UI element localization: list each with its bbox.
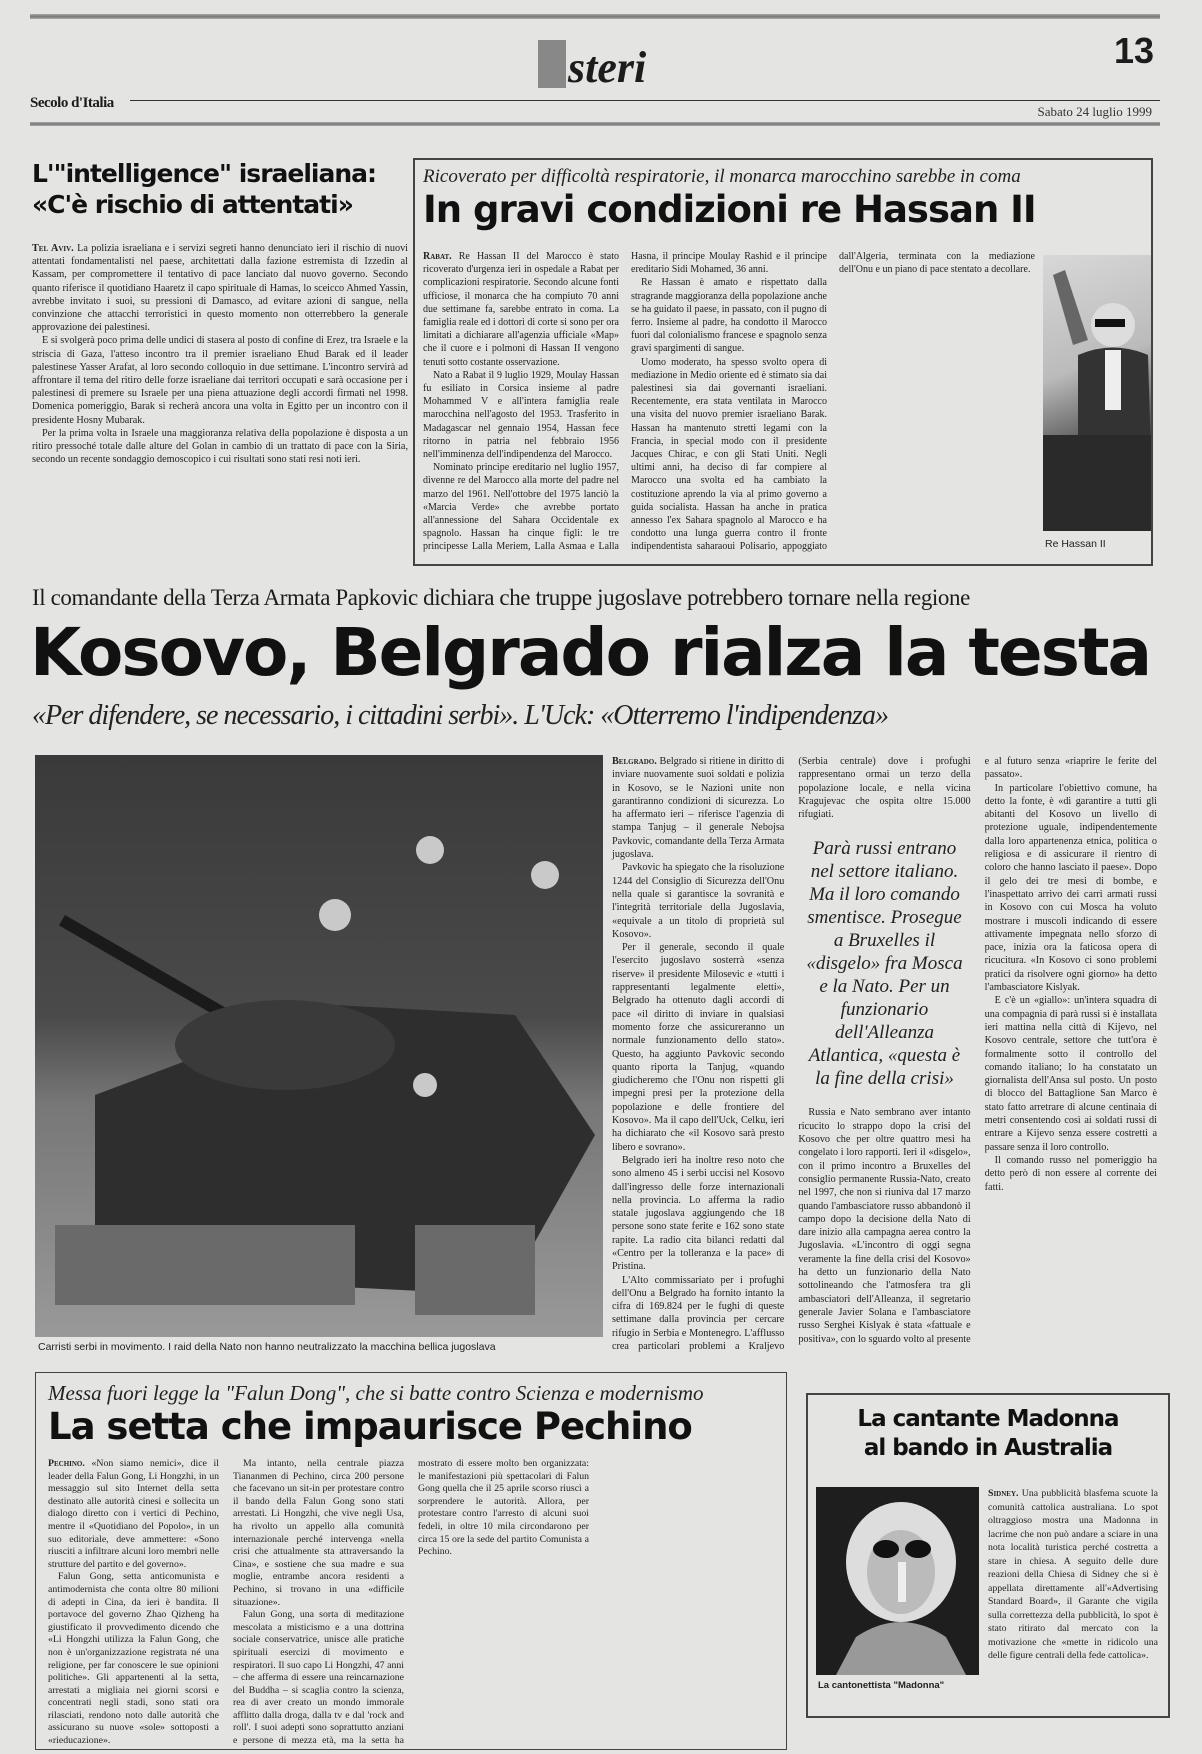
paragraph: Ma intanto, nella centrale piazza Tiananmen di Pechino, circa 200 persone che facevano un sit-in per protestare contro il bando della Falun Gong sono stati arrestati. Li Hongzhi, che vive negli Usa, ha rivolto un appello alla comunità internazionale perché intervenga «nella crisi che attualmente sta attraversando la Cina», e sostiene che sua madre e sua moglie, entrambe ancora residenti a Pechino, si trovano in una «difficile situazione».: [233, 1458, 404, 1608]
paragraph: Pavkovic ha spiegato che la risoluzione 1244 del Consiglio di Sicurezza dell'Onu nella quale si garantisce la sovranità e l'integrità territoriale della Jugoslavia, «equivale a un titolo di proprietà sul Kosovo».: [612, 862, 785, 940]
paragraph: La polizia israeliana e i servizi segreti hanno denunciato ieri il rischio di nuovi attentati fondamentalisti nel paese, architettati dalla fazione estremista di Izzedin al Kassam, per compromettere il tentativo di pace lanciato dal nuovo governo. Secondo quanto riferisce il quotidiano Haaretz il capo spirituale di Hamas, lo sceicco Ahmed Yassin, avrebbe invitato i suoi, su pressioni di Damasco, ad evitare azioni di sangue, nella convinzione che attacchi terroristici in questo momento non otterrebbero la generale approvazione dei palestinesi.: [32, 243, 409, 334]
madonna-photo: [816, 1487, 979, 1675]
madonna-portrait-icon: [816, 1487, 979, 1675]
madonna-headline: [818, 1405, 1158, 1463]
issue-date: Sabato 24 luglio 1999: [1037, 104, 1152, 119]
kosovo-photo-caption: Carristi serbi in movimento. I raid della Nato non hanno neutralizzato la macchina bellica jugoslava: [38, 1341, 496, 1353]
hassan-photo-caption: Re Hassan II: [1045, 538, 1106, 550]
israel-headline: [32, 158, 408, 220]
israel-headline-line1: L'"intelligence" israeliana:: [32, 159, 377, 188]
israel-headline-line2: «C'è rischio di attentati»: [32, 190, 353, 219]
paragraph: E c'è un «giallo»: un'intera squadra di una compagnia di parà russi si è installata ieri mattina nella città di Kijevo, nel Kosovo centrale, settore che tutt'ora è formalmente sotto il controllo del comando italiano; lo ha constatato un giornalista dell'Ansa sul posto. Un posto di blocco del Battaglione San Marco è stato fatto arretrare di alcune centinaia di metri consentendo così ai soldati russi di entrare a Kijevo senza essere costretti a passare senza il loro controllo.: [984, 995, 1157, 1153]
header-bottom-rule: [30, 122, 1160, 126]
section-initial: [538, 40, 566, 88]
hassan-body: [423, 250, 1035, 555]
kosovo-pull-quote: Parà russi entrano nel settore italiano. Ma il loro comando smentisce. Prosegue a Bruxelles il «disgelo» fra Mosca e la Nato. Per un funzionario dell'Alleanza Atlantica, «questa è la fine della crisi»: [806, 838, 963, 1090]
hassan-kicker: Ricoverato per difficoltà respiratorie, il monarca marocchino sarebbe in coma: [423, 166, 1021, 187]
paragraph: Belgrado ieri ha inoltre reso noto che sono almeno 45 i serbi uccisi nel Kosovo dall'ingresso delle forze internazionali nella provincia. Lo afferma la radio statale jugoslava aggiungendo che 18 persone sono state ferite e 162 sono state rapite. La radio cita bilanci redatti dal «Centro per la tolleranza e la pace» di Pristina.: [612, 1154, 785, 1273]
paragraph: Nominato principe ereditario nel luglio 1957, divenne re del Marocco alla morte del padre nel marzo del 1961. Nell'ottobre del 1975 lanciò la «Marcia Verde» che avrebbe portato all'annessione del Sahara Occidentale ex spagnolo. Hassan ha cinque figli: le tre principesse Lalla Meriem, Lalla Asmaa e Lalla Hasna, il principe Moulay Rashid e il principe ereditario Sidi Mohamed, 36 anni.: [423, 251, 827, 553]
madonna-article: [806, 1393, 1170, 1718]
kosovo-headline: Kosovo, Belgrado rialza la testa: [30, 614, 1151, 691]
paragraph: Belgrado si ritiene in diritto di inviare nuovamente suoi soldati e polizia in Kosovo, se le Nazioni unite non garantiranno condizioni di sicurezza. Lo ha affermato ieri – riferisce l'agenzia di stampa Tanjug – il generale Nebojsa Pavkovic, comandante della Terza Armata jugoslava.: [612, 756, 785, 861]
israel-article: [32, 158, 408, 466]
dateline: Rabat.: [423, 251, 452, 262]
section-title: [538, 40, 646, 93]
paragraph: Una pubblicità blasfema scuote la comunità cattolica australiana. Lo spot oltraggioso mostra una Madonna in lacrime che non può andare a sciare in una nota località turistica perché costretta a stare in chiesa. A seguito delle dure reazioni della Chiesa di Sidney che si è appellata direttamente all'«Advertising Standard Board», il Garante che vigila sulla correttezza della pubblicità, lo spot è stato ritirato dal mercato con la motivazione che «mette in ridicolo una delle figure centrali della fede cattolica».: [988, 1488, 1158, 1661]
falun-headline: La setta che impaurisce Pechino: [48, 1405, 692, 1448]
paragraph: Uomo moderato, ha spesso svolto opera di mediazione in Medio oriente ed è stimato sia dai palestinesi sia dai governanti israeliani. Recentemente, era stata ventilata in Marocco una visita del nuovo premier israeliano Barak. Hassan ha mantenuto stretti legami con la Francia, in special modo con il presidente Jacques Chirac, e con gli Stati Uniti. Negli ultimi anni, ha deciso di far compiere al Marocco una svolta ed ha cambiato la costituzione aprendo la via al primo governo a guida socialista. Hassan ha anche in pratica annesso l'ex Sahara spagnolo al Marocco e ha condotto una lunga guerra contro il fronte indipendentista saharaoui Polisario, appoggiato dall'Algeria, terminata con la mediazione dell'Onu e un piano di pace stentato a decollare.: [631, 251, 1035, 553]
madonna-body: [988, 1487, 1158, 1663]
paragraph: Il comando russo nel pomeriggio ha detto però di non essere al corrente dei fatti.: [984, 1154, 1157, 1193]
tank-image-icon: [35, 755, 603, 1337]
paragraph: Nato a Rabat il 9 luglio 1929, Moulay Hassan fu esiliato in Corsica insieme al padre Mohammed V e all'intera famiglia reale marocchina nell'agosto del 1953. Trasferito in Madagascar nel gennaio 1954, Hassan fece ritorno in patria nel febbraio 1956 nell'imminenza dell'indipendenza del Marocco.: [423, 369, 619, 461]
dateline: Tel Aviv.: [32, 243, 74, 254]
masthead: Secolo d'Italia: [30, 95, 114, 111]
kosovo-tank-photo: [35, 755, 603, 1337]
dateline: Sidney.: [988, 1488, 1019, 1499]
top-rule: [30, 14, 1160, 19]
falun-kicker: Messa fuori legge la "Falun Dong", che si batte contro Scienza e modernismo: [48, 1381, 704, 1405]
hassan-article: [413, 158, 1153, 566]
hassan-headline: In gravi condizioni re Hassan II: [423, 188, 1036, 231]
kosovo-kicker: Il comandante della Terza Armata Papkovic dichiara che truppe jugoslave potrebbero tornare nella regione: [32, 585, 970, 610]
paragraph: «Non siamo nemici», dice il leader della Falun Gong, Li Hongzhi, in un messaggio sul sito Internet della setta destinato alle autorità cinesi e sollecita un dialogo diretto con i vertici di Pechino, mentre il «Quotidiano del Popolo», in un suo editoriale, deve ammettere: «Sono riusciti a infiltrare alcuni loro membri nelle strutture del partito e del governo».: [48, 1458, 219, 1570]
dateline: Belgrado.: [612, 756, 657, 767]
kosovo-body: [612, 755, 1157, 1355]
falun-body: [48, 1458, 774, 1750]
paragraph: Per la prima volta in Israele una maggioranza relativa della popolazione è disposta a un ritiro pressoché totale dalle alture del Golan in cambio di un trattato di pace con la Siria, secondo un recente sondaggio demoscopico i cui risultati sono stati resi noti ieri.: [32, 427, 408, 466]
paragraph: In particolare l'obiettivo comune, ha detto la fonte, è «di garantire a tutti gli abitanti del Kosovo un livello di protezione uguale, indipendentemente dalla loro appartenenza etnica, politica o religiosa e di assicurare il rientro di coloro che hanno lasciato il paese». Dopo il gelo dei tre mesi di bombe, e l'inaspettato arrivo dei carri armati russi in Kosovo con cui Mosca ha voluto mostrare i muscoli indicando di essere attivamente impegnata nello sforzo di pace, inizia ora la faticosa opera di ricucitura. «In Kosovo ci sono problemi pratici da risolvere ogni giorno» ha detto l'ambasciatore Kislyak.: [984, 782, 1157, 994]
hassan-figure-icon: [1043, 255, 1151, 531]
header-line: [130, 100, 1160, 101]
paragraph: L'Alto commissariato per i profughi dell'Onu a Belgrado ha fornito intanto la cifra di 169.824 per le fughi di queste settimane dalla provincia per cercare rifugio in Serbia e Montenegro. L'afflusso crea particolari problemi a Kraljevo (Serbia centrale) dove i profughi rappresentano ormai un terzo della popolazione locale, e nella vicina Kragujevac che ospita oltre 15.000 rifugiati.: [612, 756, 971, 1353]
paragraph: Per il generale, secondo il quale l'esercito jugoslavo sosterrà «senza riserve» il presidente Milosevic e «tutti i rappresentanti legalmente eletti», Belgrado ha ottenuto dagli accordi di pace «il diritto di inviare in qualsiasi momento forze che assicureranno un normale funzionamento dello stato». Questo, ha aggiunto Pavkovic secondo quanto riporta la Tanjug, «quando giudicheremo che l'Onu non rispetti gli impegni presi per la protezione della popolazione e delle frontiere del Kosovo». Ma il capo dell'Uck, Celku, ieri ha dichiarato che «il Kosovo sarà presto libero e sovrano».: [612, 942, 785, 1153]
paragraph: Russia e Nato sembrano aver intanto ricucito lo strappo dopo la crisi del Kosovo che per oltre quattro mesi ha congelato i loro rapporti. Ieri il «disgelo», con il primo incontro a Bruxelles del consiglio permanente Russia-Nato, creato nel 1997, che non si riuniva dal 17 marzo quando l'ambasciatore russo abbandonò il campo dopo la decisione della Nato di dare inizio alla campagna aerea contro la Jugoslavia. «L'incontro di oggi segna veramente la fine della crisi del Kosovo» ha detto un funzionario della Nato sottolineando che l'atmosfera tra gli ambasciatori dell'Alleanza, il segretario generale Javier Solana e l'ambasciatore russo Serghei Kislyak è stata «fattuale e positiva», con lo sguardo volto al presente e al futuro senza «riaprire le ferite del passato».: [798, 756, 1157, 1345]
dateline: Pechino.: [48, 1458, 85, 1469]
section-label: steri: [568, 43, 647, 92]
paragraph: Re Hassan II del Marocco è stato ricoverato d'urgenza ieri in ospedale a Rabat per complicazioni respiratorie. Secondo alcune fonti ufficiose, il monarca che ha compiuto 70 anni due settimane fa, sarebbe entrato in coma. La famiglia reale ed i dottori di corte si sono per ora limitati a dichiarare all'agenzia ufficiale «Map» che il cuore e i polmoni di Hassan II vengono tenuti sotto costante osservazione.: [423, 251, 620, 368]
madonna-headline-line1: La cantante Madonna: [857, 1406, 1119, 1432]
paragraph: Re Hassan è amato e rispettato dalla stragrande maggioranza della popolazione anche se ha guidato il paese, in passato, con il pugno di ferro. Insieme al padre, ha condotto il Marocco fuori dal colonialismo francese e spagnolo senza gravi spargimenti di sangue.: [631, 277, 827, 355]
kosovo-subhead: «Per difendere, se necessario, i cittadini serbi». L'Uck: «Otterremo l'indipendenza»: [32, 700, 888, 731]
madonna-headline-line2: al bando in Australia: [863, 1435, 1113, 1461]
hassan-photo: [1043, 255, 1151, 531]
israel-body: [32, 242, 408, 466]
page-number: 13: [1113, 30, 1154, 71]
paragraph: E si svolgerà poco prima delle undici di stasera al posto di confine di Erez, tra Israele e la striscia di Gaza, l'atteso incontro tra il premier israeliano Ehud Barak ed il leader palestinese Yasser Arafat, al loro secondo colloquio in due settimane. L'incontro servirà ad affrontare il tema del ritiro delle forze israeliane dai territori occupati e sarà occasione per i palestinesi di premere su Israele per una piena attuazione degli accordi firmati nel 1998. Domenica pomeriggio, Barak si recherà ancora una volta in Egitto per un incontro con il presidente Hosny Mubarak.: [32, 335, 408, 426]
paragraph: Falun Gong, una sorta di meditazione mescolata a misticismo e a una dottrina sociale conservatrice, unisce alle pratiche spirituali esercizi di movimento e respiratori. Il suo capo Li Hongzhi, 47 anni – che afferma di essere una reincarnazione del Buddha – si scaglia contro la scienza, rea di aver creato un mondo immorale afflitto dalla droga, dalla tv e dal 'rock and roll'. I suoi adepti sono soprattutto anziani e persone di mezza età, ma la setta ha mostrato di essere molto ben organizzata: le manifestazioni più spettacolari di Falun Gong quella che il 25 aprile scorso riuscì a sorprendere le autorità. Allora, per protestare contro l'arresto di alcuni suoi fedeli, in oltre 10 mila circondarono per circa 15 ore la sede del partito Comunista a Pechino.: [233, 1458, 589, 1747]
falun-article: [35, 1372, 787, 1750]
paragraph: Falun Gong, setta anticomunista e antimodernista che conta oltre 80 milioni di adepti in Cina, da ieri è bandita. Il portavoce del governo Zhao Qizheng ha giustificato il provvedimento dicendo che «Li Hongzhi utilizza la Falun Gong, che non è un'organizzazione registrata né una religione, per far conoscere le sue opinioni politiche». Gli appartenenti al la setta, arrestati a migliaia nei giorni scorsi e concentrati negli stadi, sono stati ora rilasciati, rendono noto dalle autorità che assicurano su nuove «sole» sottoposti a «rieducazione».: [48, 1571, 219, 1747]
madonna-photo-caption: La cantonettista "Madonna": [818, 1680, 945, 1691]
